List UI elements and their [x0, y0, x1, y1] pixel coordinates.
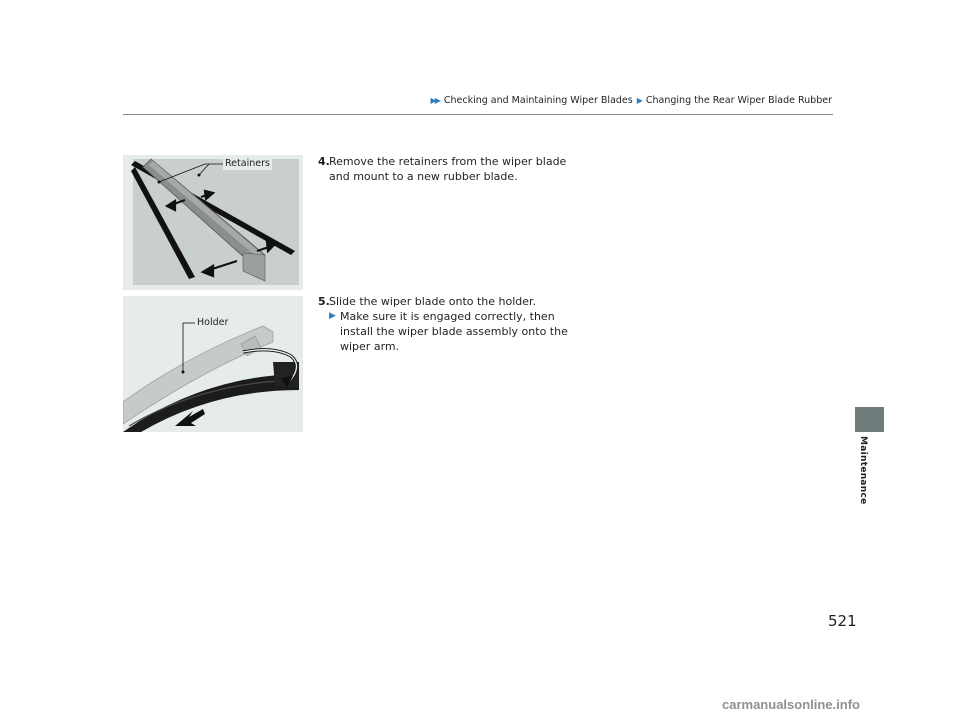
- retainers-callout: Retainers: [225, 158, 270, 169]
- header-divider: [123, 114, 833, 115]
- holder-callout: Holder: [197, 317, 229, 328]
- double-arrow-icon: ▶▶: [430, 96, 439, 105]
- watermark: carmanualsonline.info: [722, 697, 860, 712]
- step-4: [318, 154, 568, 184]
- breadcrumb: [431, 95, 832, 106]
- step-5-text: Slide the wiper blade onto the holder.: [329, 295, 537, 308]
- step-4-number: 4.: [318, 155, 330, 168]
- page-number: 521: [828, 612, 857, 630]
- breadcrumb-subsection[interactable]: Changing the Rear Wiper Blade Rubber: [645, 95, 832, 106]
- step-5: [318, 294, 568, 354]
- holder-illustration: [123, 296, 303, 432]
- retainers-illustration: [123, 155, 303, 290]
- step-4-text: Remove the retainers from the wiper blade and mount to a new rubber blade.: [329, 155, 567, 183]
- arrow-icon: ▶: [636, 96, 641, 105]
- maintenance-tab[interactable]: [855, 407, 884, 432]
- step-5-note: [318, 309, 568, 354]
- breadcrumb-section[interactable]: Checking and Maintaining Wiper Blades: [443, 95, 633, 106]
- note-arrow-icon: ▶: [329, 311, 336, 321]
- step-5-subtext: Make sure it is engaged correctly, then install the wiper blade assembly onto the wiper arm.: [340, 310, 568, 353]
- maintenance-label: Maintenance: [858, 436, 868, 505]
- step-5-number: 5.: [318, 295, 330, 308]
